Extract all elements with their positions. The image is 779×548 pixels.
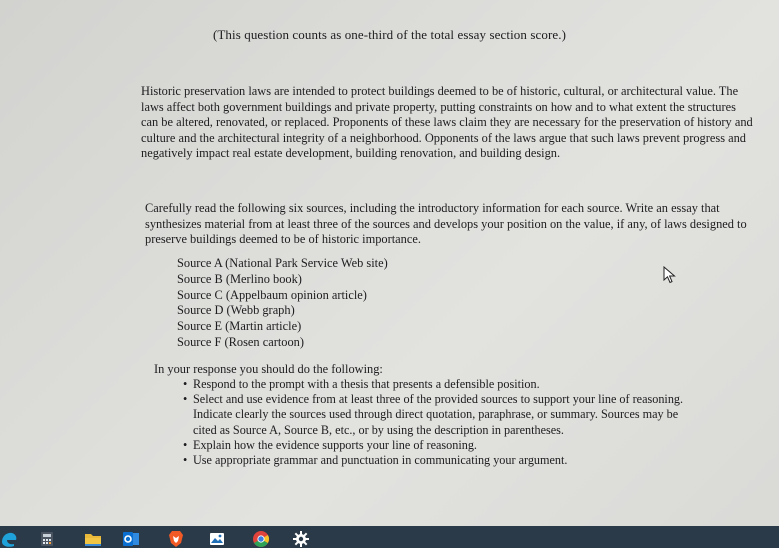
instruction-text: Use appropriate grammar and punctuation in communicating your argument. xyxy=(193,453,568,468)
source-item-d: Source D (Webb graph) xyxy=(177,303,295,318)
brave-icon[interactable] xyxy=(167,530,185,548)
instruction-item xyxy=(183,438,703,453)
instruction-item xyxy=(183,392,703,438)
calculator-icon[interactable] xyxy=(38,530,56,548)
instruction-text: Explain how the evidence supports your line of reasoning. xyxy=(193,437,477,452)
instruction-text: Respond to the prompt with a thesis that presents a defensible position. xyxy=(193,377,540,391)
edge-icon[interactable] xyxy=(0,530,18,548)
response-instructions-heading: In your response you should do the following: xyxy=(154,362,383,376)
settings-icon[interactable] xyxy=(292,530,310,548)
source-list xyxy=(177,256,388,351)
bullet-glyph: • xyxy=(183,453,188,468)
source-item-a: Source A (National Park Service Web site) xyxy=(177,256,388,270)
score-note: (This question counts as one-third of the total essay section score.) xyxy=(212,27,567,42)
prompt-paragraph-intro: Historic preservation laws are intended to protect buildings deemed to be of historic, cultural, or architectural value. The laws affect both government buildings and private property, putting constraints on how and to what extent the structures can be altered, renovated, or replaced. Proponents of these laws claim they are necessary for the preservation of history and culture and the architectural integrity of a neighborhood. Opponents of the laws argue that such laws prevent progress and negatively impact real estate development, building renovation, and building design. xyxy=(141,84,753,161)
file-explorer-icon[interactable] xyxy=(84,530,102,548)
chrome-icon[interactable] xyxy=(252,530,270,548)
source-item-f: Source F (Rosen cartoon) xyxy=(177,334,304,349)
source-item-e: Source E (Martin article) xyxy=(177,319,302,334)
instruction-item xyxy=(183,377,703,392)
outlook-icon[interactable] xyxy=(122,530,140,548)
mouse-cursor-icon xyxy=(663,266,677,284)
source-item-b: Source B (Merlino book) xyxy=(177,271,302,286)
instruction-text: Select and use evidence from at least three of the provided sources to support your line of reasoning. Indicate clearly the sources used through direct quotation, paraphrase, or summary. Sources may be cited as Source A, Source B, etc., or by using the description in parentheses. xyxy=(193,392,684,437)
prompt-paragraph-task: Carefully read the following six sources, including the introductory information for each source. Write an essay that synthesizes material from at least three of the sources and develops your position on the value, if any, of laws designed to preserve buildings deemed to be of historic importance. xyxy=(145,201,747,247)
bullet-glyph: • xyxy=(183,437,188,452)
bullet-glyph: • xyxy=(183,392,188,407)
bullet-glyph: • xyxy=(183,377,188,391)
instruction-item xyxy=(183,453,703,468)
instruction-list xyxy=(183,377,703,468)
photos-icon[interactable] xyxy=(208,530,226,548)
source-item-c: Source C (Appelbaum opinion article) xyxy=(177,287,367,302)
taskbar xyxy=(0,526,779,548)
